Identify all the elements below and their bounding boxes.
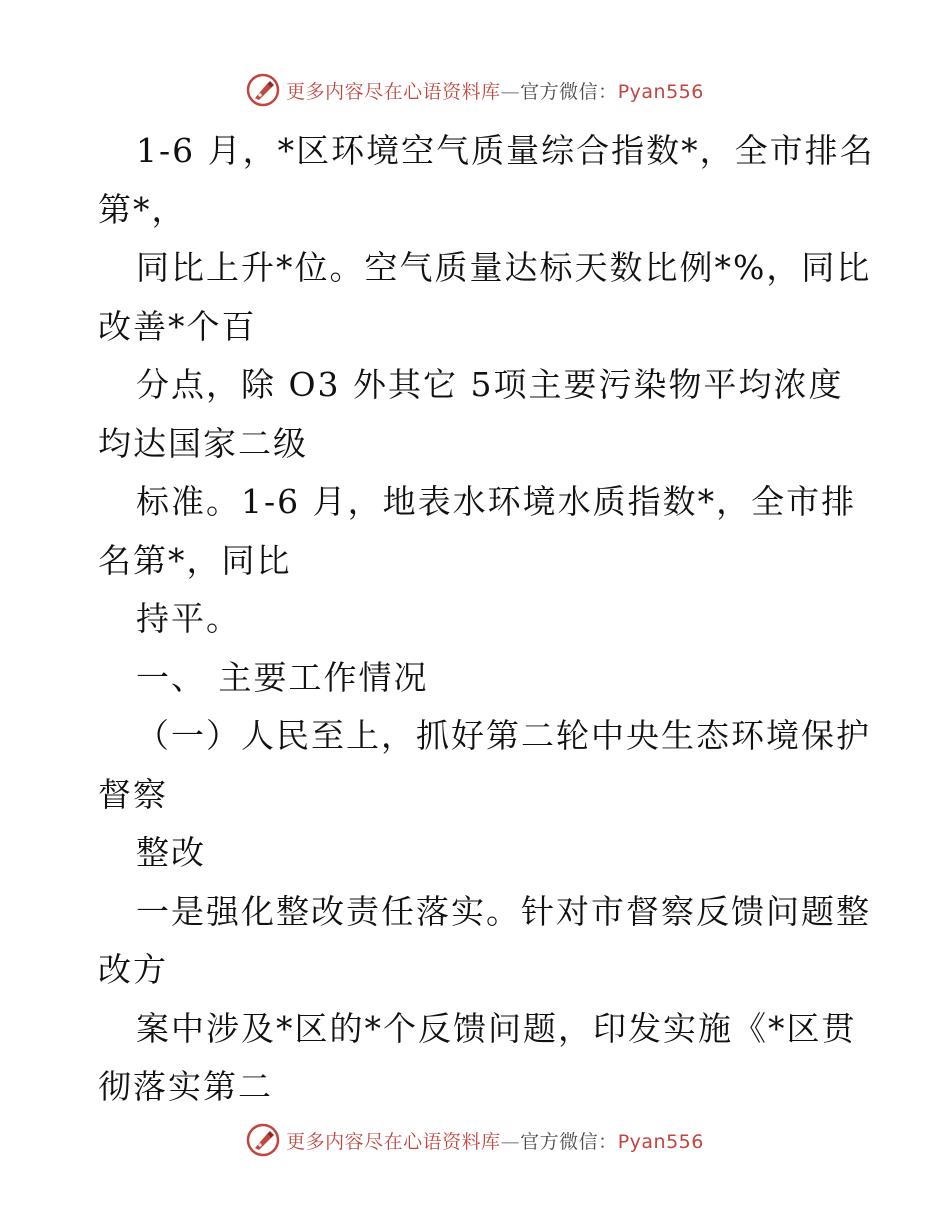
watermark-text: 更多内容尽在心语资料库—官方微信：Pyan556 [286,80,704,103]
text-line: 均达国家二级 [98,423,308,463]
fountain-pen-logo-icon [246,1123,280,1157]
text-line: 名第*，同比 [98,540,292,580]
text-line: 督察 [98,774,168,814]
watermark-text: 更多内容尽在心语资料库—官方微信：Pyan556 [286,1130,704,1153]
text-line: 案中涉及*区的*个反馈问题，印发实施《*区贯 [136,1008,857,1048]
text-line: 改方 [98,950,168,989]
text-line: 标准。1-6 月，地表水环境水质指数*，全市排 [136,482,857,521]
text-line: 整改 [136,833,206,872]
section-heading: 一、 主要工作情况 [136,657,429,697]
text-line: 持平。 [136,599,241,638]
subsection-heading: （一）人民至上，抓好第二轮中央生态环境保护 [136,716,871,755]
fountain-pen-logo-icon [246,73,280,107]
header-watermark [0,70,950,110]
text-line: 同比上升*位。空气质量达标天数比例*%，同比 [136,248,872,287]
document-body [98,122,875,1117]
footer-watermark [0,1120,950,1160]
text-line: 分点，除 O3 外其它 5项主要污染物平均浓度 [136,365,844,404]
text-line: 第*， [98,189,187,229]
text-line: 改善*个百 [98,306,257,346]
text-line: 彻落实第二 [98,1067,273,1106]
text-line: 一是强化整改责任落实。针对市督察反馈问题整 [136,891,871,931]
text-line: 1-6 月，*区环境空气质量综合指数*，全市排名 [136,131,875,170]
